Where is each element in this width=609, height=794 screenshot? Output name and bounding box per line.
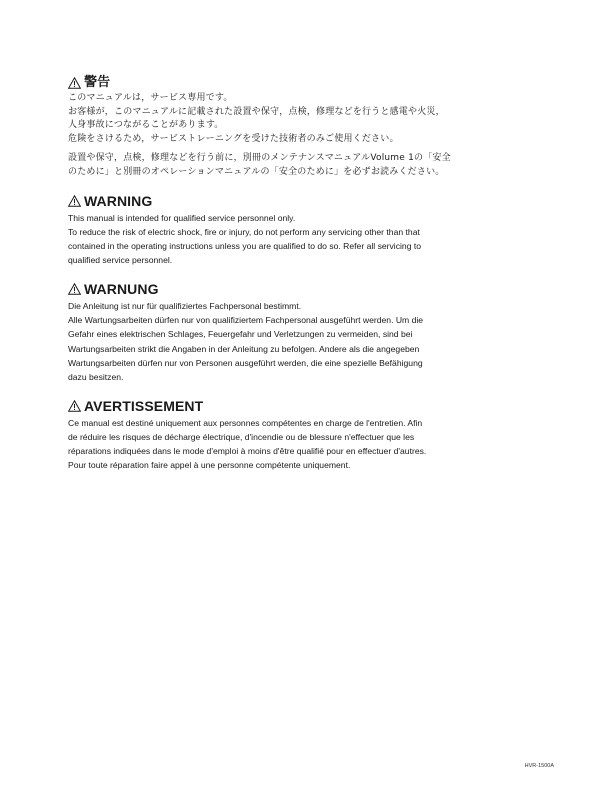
warning-triangle-icon: [68, 283, 81, 295]
warning-section-en: [68, 193, 546, 268]
warning-text-de-line: Alle Wartungsarbeiten dürfen nur von qualifiziertem Fachpersonal ausgeführt werden. Um die: [68, 315, 424, 326]
warning-title-de: WARNUNG: [84, 280, 159, 297]
warning-text-de-line: Die Anleitung ist nur für qualifiziertes Fachpersonal bestimmt.: [68, 300, 302, 311]
warning-title-en: WARNING: [84, 192, 153, 209]
warning-triangle-icon: [68, 195, 81, 207]
warning-title-ja: 警告: [84, 75, 111, 90]
warning-text-ja-line: のために」と別冊のオペレーションマニュアルの「安全のために」を必ずお読みください。: [68, 166, 445, 177]
warning-text-en-line: To reduce the risk of electric shock, fire or injury, do not perform any servicing other than that: [68, 226, 420, 237]
warning-triangle-icon: [68, 77, 81, 89]
warning-text-fr-line: de réduire les risques de décharge électrique, d'incendie ou de blessure n'effectuer que les: [68, 431, 415, 442]
warning-text-ja-line: お客様が，このマニュアルに記載された設置や保守，点検，修理などを行うと感電や火災，: [68, 106, 445, 117]
warning-text-de-line: Wartungsarbeiten strikt die Angaben in der Anleitung zu befolgen. Andere als die angegeben: [68, 343, 420, 354]
warning-text-ja-line: このマニュアルは，サービス専用です。: [68, 93, 233, 103]
warning-text-ja-line: 設置や保守，点検，修理などを行う前に，別冊のメンテナンスマニュアルVolume 1の「安全: [68, 153, 451, 164]
warning-heading-ja: [68, 74, 546, 91]
warning-text-de-line: Wartungsarbeiten dürfen nur von Personen ausgeführt werden, die eine spezielle Befähigung: [68, 357, 423, 368]
warning-section-fr: [68, 398, 546, 473]
warning-text-ja-line: 危険をさけるため，サービストレーニングを受けた技術者のみご使用ください。: [68, 133, 399, 144]
warning-text-de-line: dazu besitzen.: [68, 372, 124, 383]
warning-text-fr-line: Pour toute réparation faire appel à une personne compétente uniquement.: [68, 460, 351, 471]
warning-triangle-icon: [68, 400, 81, 412]
warning-section-de: [68, 281, 546, 385]
warning-text-en-line: contained in the operating instructions unless you are qualified to do so. Refer all servicing to: [68, 241, 422, 252]
warning-text-ja-line: 人身事故につながることがあります。: [68, 120, 224, 131]
warning-text-en-line: This manual is intended for qualified service personnel only.: [68, 212, 296, 223]
safety-notice: [68, 74, 546, 481]
warning-heading-fr: [68, 398, 546, 415]
warning-text-fr-line: réparations indiquées dans le mode d'emploi à moins d'être qualifié pour en effectuer d'autres.: [68, 446, 427, 457]
warning-text-fr-line: Ce manual est destiné uniquement aux personnes compétentes en charge de l'entretien. Afin: [68, 417, 423, 428]
warning-heading-en: [68, 193, 546, 210]
warning-title-fr: AVERTISSEMENT: [84, 397, 204, 414]
warning-section-ja: [68, 74, 546, 180]
warning-heading-de: [68, 281, 546, 298]
model-code: HVR-1500A: [524, 763, 554, 769]
warning-text-en-line: qualified service personnel.: [68, 255, 173, 266]
warning-text-de-line: Gefahr eines elektrischen Schlages, Feuergefahr und Verletzungen zu vermeiden, sind bei: [68, 329, 413, 340]
